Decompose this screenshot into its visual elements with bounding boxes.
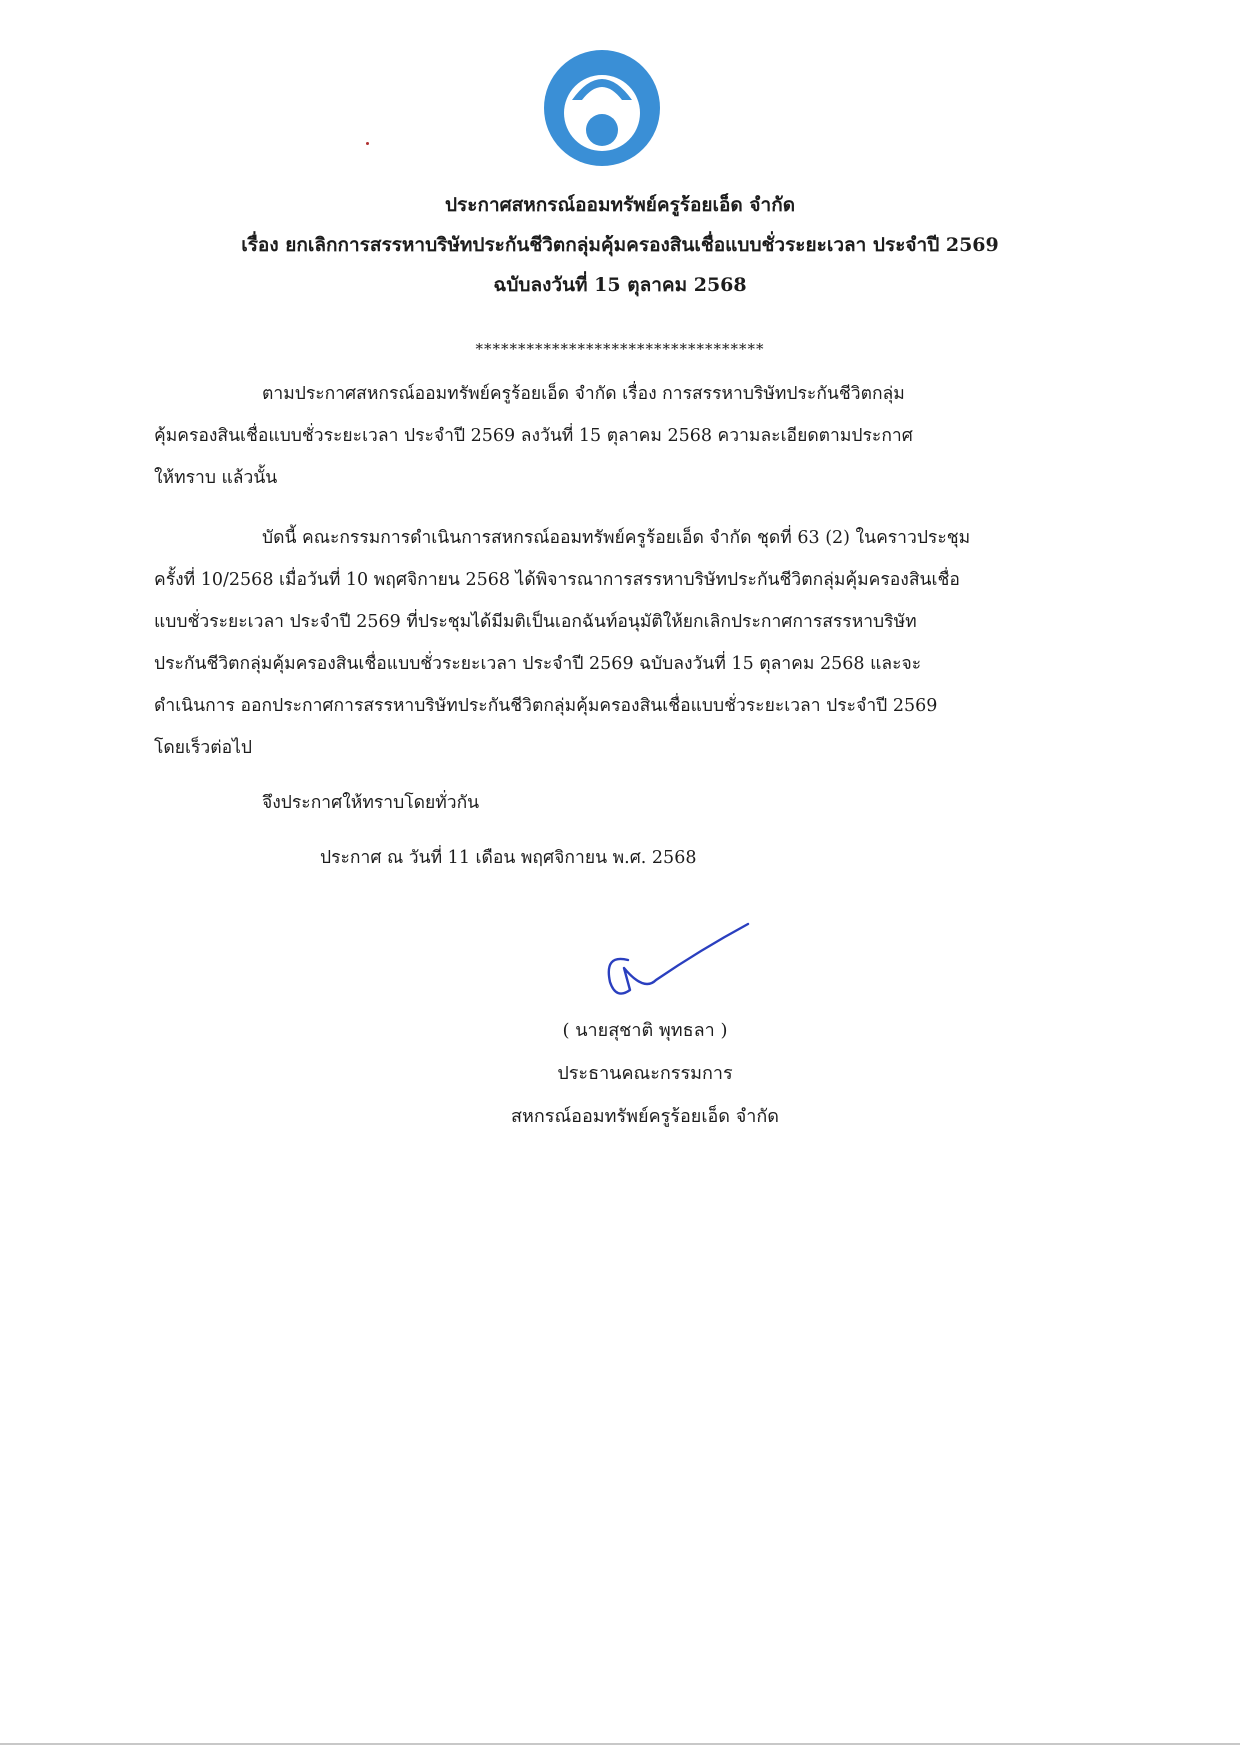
closing-statement: จึงประกาศให้ทราบโดยทั่วกัน	[262, 793, 480, 813]
paragraph-2-line-2: ครั้งที่ 10/2568 เมื่อวันที่ 10 พฤศจิกายน 2568 ได้พิจารณาการสรรหาบริษัทประกันชีวิตกลุ่มคุ้มครองสินเชื่อ	[154, 570, 960, 590]
paragraph-2-line-4: ประกันชีวิตกลุ่มคุ้มครองสินเชื่อแบบชั่วระยะเวลา ประจำปี 2569 ฉบับลงวันที่ 15 ตุลาคม 2568 และจะ	[154, 654, 922, 674]
signatory-organization: สหกรณ์ออมทรัพย์ครูร้อยเอ็ด จำกัด	[511, 1106, 779, 1127]
scan-bottom-edge	[0, 1743, 1240, 1745]
paragraph-2-line-6: โดยเร็วต่อไป	[154, 738, 253, 758]
paragraph-2-line-3: แบบชั่วระยะเวลา ประจำปี 2569 ที่ประชุมได้มีมติเป็นเอกฉันท์อนุมัติให้ยกเลิกประกาศการสรรหาบริษัท	[154, 612, 917, 632]
signatory-title: ประธานคณะกรรมการ	[557, 1063, 733, 1084]
signatory-name: ( นายสุชาติ พุทธลา )	[562, 1020, 728, 1041]
header-line-1: ประกาศสหกรณ์ออมทรัพย์ครูร้อยเอ็ด จำกัด	[444, 194, 796, 216]
header-subject: เรื่อง ยกเลิกการสรรหาบริษัทประกันชีวิตกลุ่มคุ้มครองสินเชื่อแบบชั่วระยะเวลา ประจำปี 2569	[241, 234, 999, 256]
header-reference-date: ฉบับลงวันที่ 15 ตุลาคม 2568	[493, 274, 747, 296]
paragraph-2-line-5: ดำเนินการ ออกประกาศการสรรหาบริษัทประกันชีวิตกลุ่มคุ้มครองสินเชื่อแบบชั่วระยะเวลา ประจำปี 2569	[154, 696, 938, 716]
cooperative-logo-icon	[522, 38, 682, 198]
paragraph-2-line-1: บัดนี้ คณะกรรมการดำเนินการสหกรณ์ออมทรัพย์ครูร้อยเอ็ด จำกัด ชุดที่ 63 (2) ในคราวประชุม	[262, 528, 971, 548]
paragraph-1-line-3: ให้ทราบ แล้วนั้น	[154, 468, 278, 488]
announcement-date: ประกาศ ณ วันที่ 11 เดือน พฤศจิกายน พ.ศ. 2568	[320, 848, 697, 868]
header-separator: **********************************	[475, 340, 765, 358]
paragraph-1-line-2: คุ้มครองสินเชื่อแบบชั่วระยะเวลา ประจำปี 2569 ลงวันที่ 15 ตุลาคม 2568 ความละเอียดตามประกาศ	[154, 426, 913, 446]
paragraph-1-line-1: ตามประกาศสหกรณ์ออมทรัพย์ครูร้อยเอ็ด จำกัด เรื่อง การสรรหาบริษัทประกันชีวิตกลุ่ม	[262, 384, 905, 404]
signature-icon	[600, 920, 770, 1005]
scan-speck	[366, 142, 369, 145]
